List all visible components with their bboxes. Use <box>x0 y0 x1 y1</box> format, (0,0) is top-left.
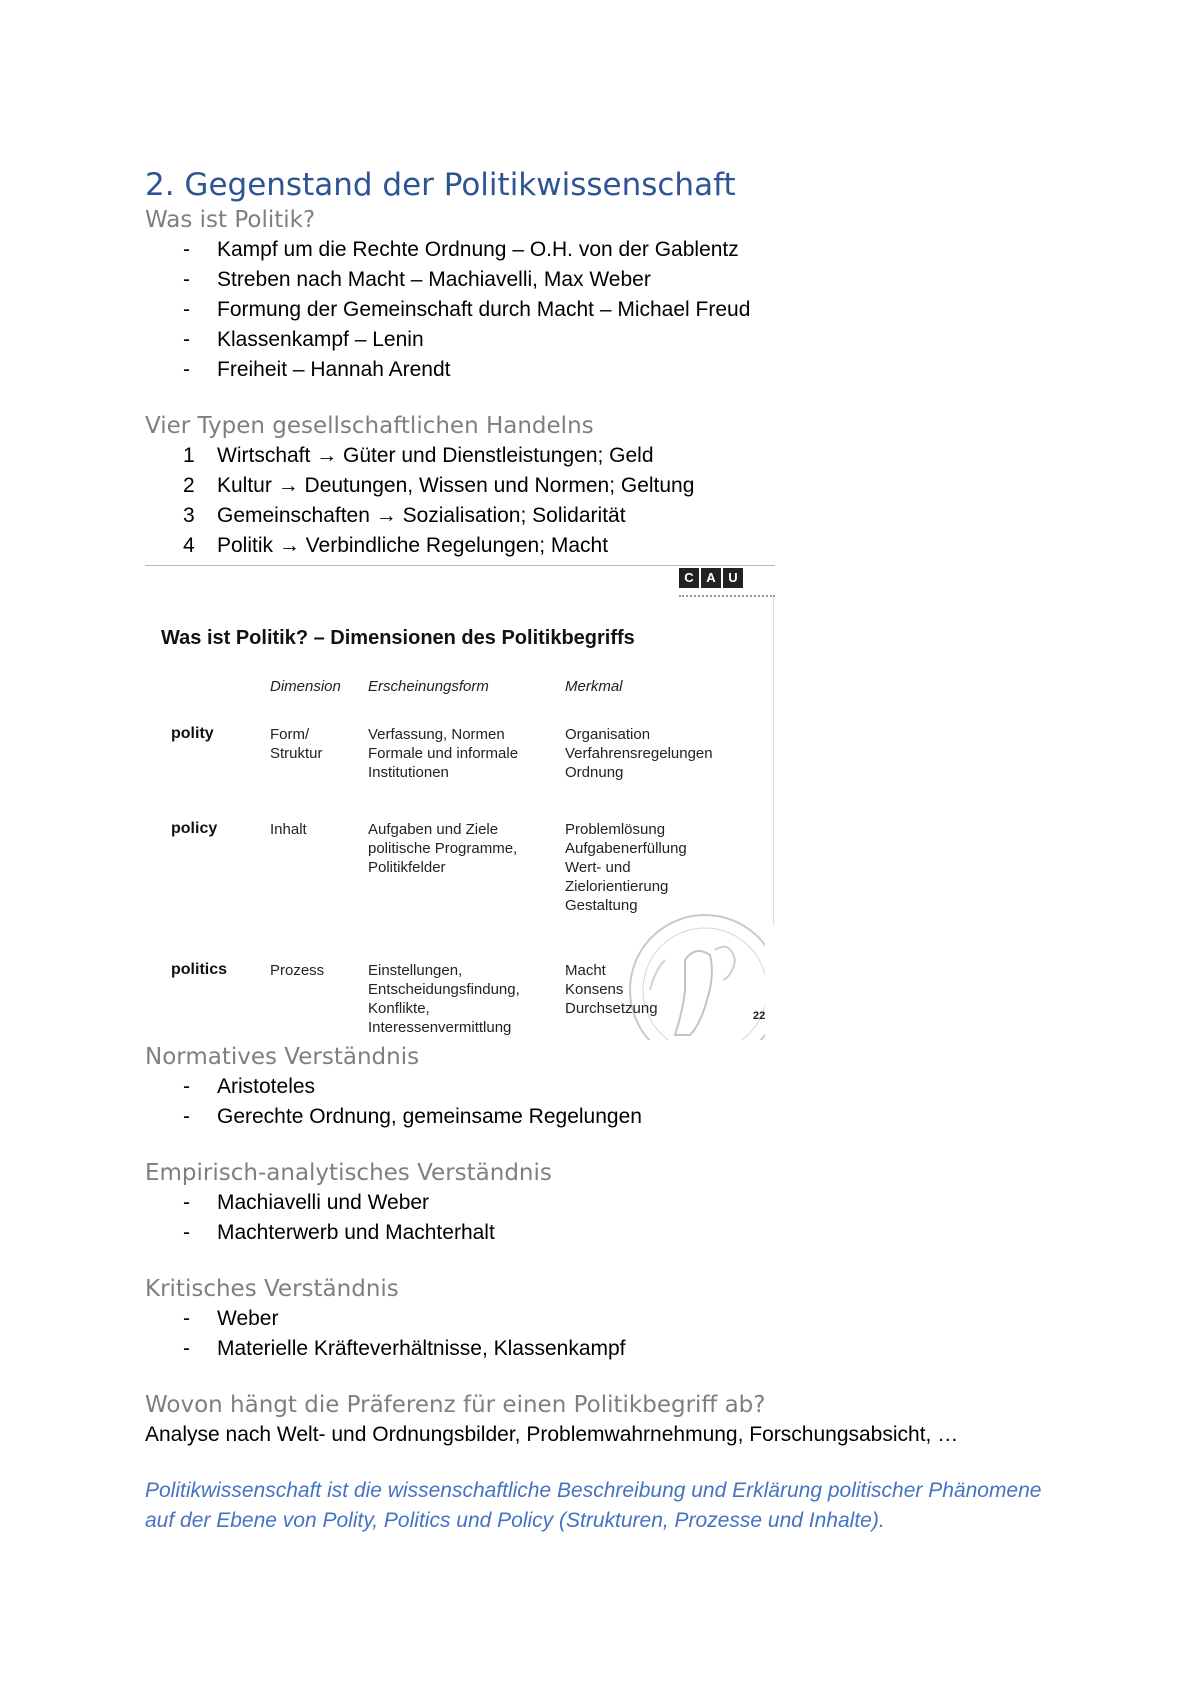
number-marker: 1 <box>183 444 195 467</box>
list-item <box>145 501 1075 531</box>
list-item <box>145 1334 1075 1364</box>
list-item <box>145 295 1075 325</box>
slide-title: Was ist Politik? – Dimensionen des Politikbegriffs <box>161 627 635 649</box>
list-item <box>145 235 1075 265</box>
list-item-text: Aristoteles <box>217 1075 316 1098</box>
number-marker: 4 <box>183 534 195 557</box>
list-item <box>145 1072 1075 1102</box>
page-title: 2. Gegenstand der Politikwissenschaft <box>145 167 736 203</box>
logo-letter: A <box>701 568 721 588</box>
list-item-text: Formung der Gemeinschaft durch Macht – Michael Freud <box>217 298 751 321</box>
list-item-text: Gerechte Ordnung, gemeinsame Regelungen <box>217 1105 642 1128</box>
bullet-marker: - <box>183 1105 190 1128</box>
document-page <box>145 165 1075 1536</box>
list-item-text: Kultur → Deutungen, Wissen und Normen; Geltung <box>217 474 695 497</box>
definition-text: Politikwissenschaft ist die wissenschaftliche Beschreibung und Erklärung politischer Phänomene auf der Ebene von Polity, Politics und Policy (Strukturen, Prozesse und Inhalte). <box>145 1479 1042 1532</box>
cell-dimension: Inhalt <box>270 821 307 838</box>
heading-praeferenz: Wovon hängt die Präferenz für einen Politikbegriff ab? <box>145 1392 766 1418</box>
logo-letter: U <box>723 568 743 588</box>
bullet-marker: - <box>183 1075 190 1098</box>
cell-form: Verfassung, Normen Formale und informale Institutionen <box>368 726 519 781</box>
cell-dimension: Form/ Struktur <box>270 726 323 762</box>
bullet-marker: - <box>183 1307 190 1330</box>
list-item <box>145 1218 1075 1248</box>
heading-kritisch: Kritisches Verständnis <box>145 1276 399 1302</box>
analyse-text: Analyse nach Welt- und Ordnungsbilder, Problemwahrnehmung, Forschungsabsicht, … <box>145 1423 959 1446</box>
cell-form: Aufgaben und Ziele politische Programme, Politikfelder <box>368 821 518 876</box>
heading-normativ: Normatives Verständnis <box>145 1044 420 1070</box>
embedded-slide <box>145 565 775 1040</box>
bullet-marker: - <box>183 328 190 351</box>
bullet-marker: - <box>183 1221 190 1244</box>
list-item <box>145 325 1075 355</box>
list-item-text: Klassenkampf – Lenin <box>217 328 424 351</box>
list-item-text: Materielle Kräfteverhältnisse, Klassenkampf <box>217 1337 626 1360</box>
list-politik <box>145 235 1075 385</box>
list-item-text: Streben nach Macht – Machiavelli, Max Weber <box>217 268 651 291</box>
number-marker: 2 <box>183 474 195 497</box>
heading-empirisch: Empirisch-analytisches Verständnis <box>145 1160 552 1186</box>
list-item <box>145 531 1075 561</box>
bullet-marker: - <box>183 1191 190 1214</box>
logo-letter: C <box>679 568 699 588</box>
row-label-polity: polity <box>171 725 214 742</box>
cell-form: Einstellungen, Entscheidungsfindung, Konflikte, Interessenvermittlung <box>368 962 520 1036</box>
list-item-text: Politik → Verbindliche Regelungen; Macht <box>217 534 609 557</box>
list-item-text: Kampf um die Rechte Ordnung – O.H. von der Gablentz <box>217 238 739 261</box>
list-item-text: Gemeinschaften → Sozialisation; Solidarität <box>217 504 626 527</box>
list-item-text: Machterwerb und Machterhalt <box>217 1221 495 1244</box>
heading-vier-typen: Vier Typen gesellschaftlichen Handelns <box>145 413 594 439</box>
row-label-policy: policy <box>171 820 218 837</box>
list-item <box>145 1188 1075 1218</box>
list-normativ <box>145 1072 1075 1132</box>
list-typen <box>145 441 1075 561</box>
logo-subline <box>679 595 775 601</box>
list-item <box>145 355 1075 385</box>
list-item-text: Freiheit – Hannah Arendt <box>217 358 451 381</box>
column-header-erscheinungsform: Erscheinungsform <box>368 678 489 695</box>
cell-merkmal: Macht Konsens Durchsetzung <box>565 962 658 1017</box>
list-kritisch <box>145 1304 1075 1364</box>
list-item-text: Weber <box>217 1307 279 1330</box>
number-marker: 3 <box>183 504 195 527</box>
list-item <box>145 441 1075 471</box>
column-header-dimension: Dimension <box>270 678 341 695</box>
bullet-marker: - <box>183 268 190 291</box>
cau-logo <box>679 568 743 588</box>
bullet-marker: - <box>183 298 190 321</box>
bullet-marker: - <box>183 238 190 261</box>
list-item-text: Wirtschaft → Güter und Dienstleistungen; Geld <box>217 444 654 467</box>
list-item <box>145 1102 1075 1132</box>
heading-was-ist-politik: Was ist Politik? <box>145 207 316 233</box>
list-item <box>145 265 1075 295</box>
bullet-marker: - <box>183 1337 190 1360</box>
cell-merkmal: Organisation Verfahrensregelungen Ordnung <box>565 726 713 781</box>
slide-page-number: 22 <box>753 1010 766 1022</box>
row-label-politics: politics <box>171 961 228 978</box>
list-empirisch <box>145 1188 1075 1248</box>
cell-dimension: Prozess <box>270 962 325 979</box>
list-item-text: Machiavelli und Weber <box>217 1191 430 1214</box>
list-item <box>145 471 1075 501</box>
cell-merkmal: Problemlösung Aufgabenerfüllung Wert- und Zielorientierung Gestaltung <box>565 821 687 914</box>
column-header-merkmal: Merkmal <box>565 678 623 695</box>
list-item <box>145 1304 1075 1334</box>
bullet-marker: - <box>183 358 190 381</box>
